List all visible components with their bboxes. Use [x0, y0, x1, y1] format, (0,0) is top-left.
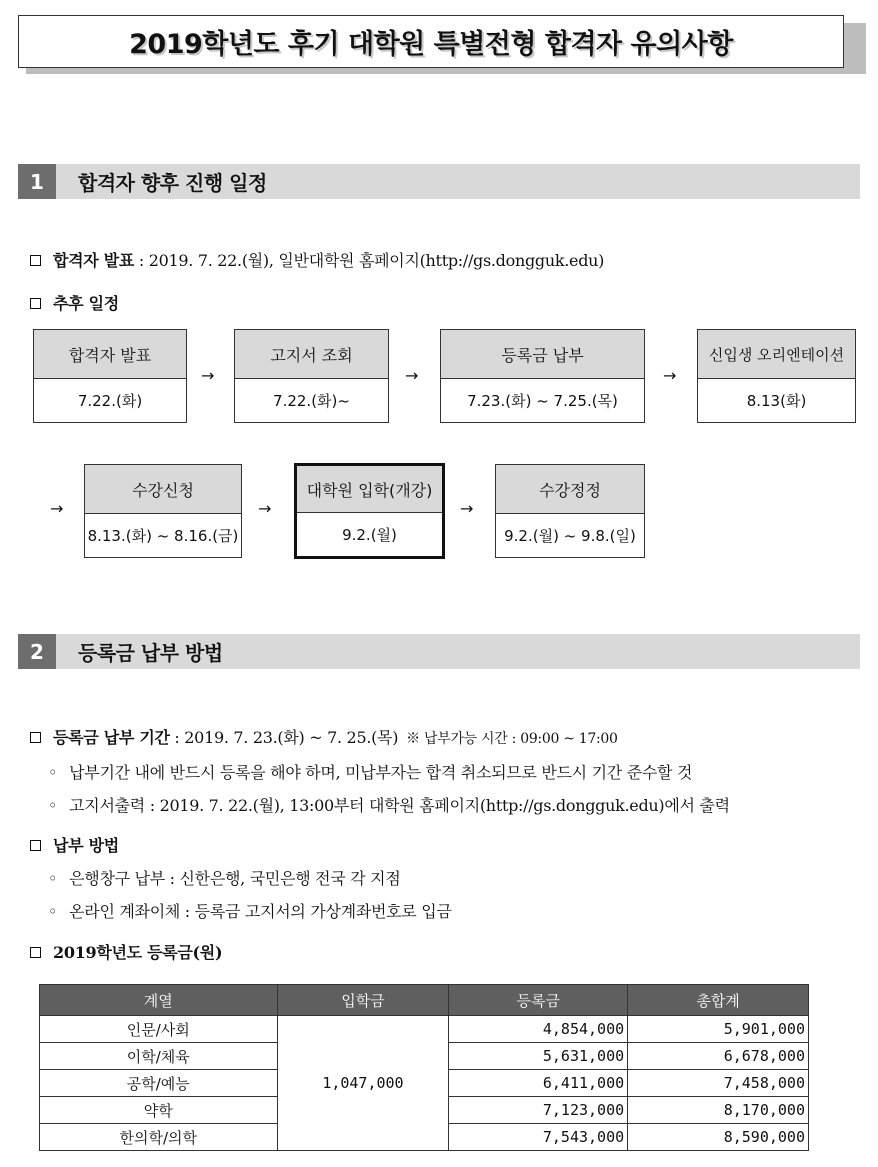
flow-step-2	[234, 329, 389, 423]
announce-label: 합격자 발표	[53, 251, 135, 270]
total-cell: 5,901,000	[628, 1016, 809, 1043]
flow-step-head: 신입생 오리엔테이션	[698, 330, 855, 379]
flow-step-5	[84, 464, 242, 558]
flow-step-value: 9.2.(월)	[342, 525, 397, 544]
flow-step-head: 대학원 입학(개강)	[297, 466, 442, 513]
section-1-title: 합격자 향후 진행 일정	[78, 171, 267, 195]
section-2-title: 등록금 납부 방법	[78, 641, 223, 665]
method-label: 납부 방법	[53, 836, 119, 855]
flow-step-7	[495, 464, 645, 558]
column-header: 총합계	[628, 985, 809, 1016]
checkbox-bullet-icon	[30, 840, 41, 851]
field-cell: 이학/체육	[40, 1043, 278, 1070]
checkbox-bullet-icon	[30, 947, 41, 958]
bullet-dot-icon: ◦	[48, 902, 58, 921]
page-title: 2019학년도 후기 대학원 특별전형 합격자 유의사항	[129, 29, 733, 60]
flow-step-head: 합격자 발표	[34, 330, 186, 379]
field-cell: 약학	[40, 1097, 278, 1124]
bullet-dot-icon: ◦	[48, 869, 58, 888]
arrow-right-icon: →	[201, 366, 215, 385]
column-header: 계열	[40, 985, 278, 1016]
checkbox-bullet-icon	[30, 732, 41, 743]
method-item: ◦ 은행창구 납부 : 신한은행, 국민은행 전국 각 지점	[48, 869, 401, 888]
tuition-cell: 7,123,000	[449, 1097, 628, 1124]
total-cell: 8,170,000	[628, 1097, 809, 1124]
schedule-label: 추후 일정	[53, 294, 119, 313]
period-item: ◦ 고지서출력 : 2019. 7. 22.(월), 13:00부터 대학원 홈페이지(http://gs.dongguk.edu)에서 출력	[48, 796, 730, 815]
flow-step-head: 등록금 납부	[441, 330, 644, 379]
title-box	[18, 15, 844, 68]
period-note: ※ 납부가능 시간 : 09:00 ~ 17:00	[406, 731, 618, 747]
period-text: : 2019. 7. 23.(화) ~ 7. 25.(목)	[169, 728, 399, 747]
schedule-line	[30, 291, 119, 314]
arrow-right-icon: →	[405, 366, 419, 385]
flow-step-value: 9.2.(월) ~ 9.8.(일)	[504, 526, 636, 545]
flow-step-value: 7.22.(화)	[77, 391, 143, 410]
period-line	[30, 725, 618, 748]
column-header: 등록금	[449, 985, 628, 1016]
section-1-number: 1	[18, 164, 56, 199]
total-cell: 6,678,000	[628, 1043, 809, 1070]
total-cell: 8,590,000	[628, 1124, 809, 1151]
arrow-right-icon: →	[258, 499, 272, 518]
tuition-cell: 7,543,000	[449, 1124, 628, 1151]
tuition-cell: 6,411,000	[449, 1070, 628, 1097]
section-1-header	[18, 164, 860, 199]
section-2-number: 2	[18, 634, 56, 669]
table-row	[40, 1016, 809, 1043]
method-item: ◦ 온라인 계좌이체 : 등록금 고지서의 가상계좌번호로 입금	[48, 902, 452, 921]
table-header-row	[40, 985, 809, 1016]
fee-label: 2019학년도 등록금(원)	[53, 943, 223, 962]
checkbox-bullet-icon	[30, 298, 41, 309]
flow-step-head: 고지서 조회	[235, 330, 388, 379]
bullet-dot-icon: ◦	[48, 763, 58, 782]
flow-step-head: 수강신청	[85, 465, 241, 514]
field-cell: 인문/사회	[40, 1016, 278, 1043]
checkbox-bullet-icon	[30, 255, 41, 266]
tuition-cell: 4,854,000	[449, 1016, 628, 1043]
flow-step-head: 수강정정	[496, 465, 644, 514]
period-label: 등록금 납부 기간	[53, 728, 170, 747]
flow-step-4	[697, 329, 856, 423]
bullet-dot-icon: ◦	[48, 796, 58, 815]
period-item: ◦ 납부기간 내에 반드시 등록을 해야 하며, 미납부자는 합격 취소되므로 반드시 기간 준수할 것	[48, 763, 693, 782]
method-line	[30, 833, 119, 856]
column-header: 입학금	[277, 985, 449, 1016]
announce-text: : 2019. 7. 22.(월), 일반대학원 홈페이지(http://gs.dongguk.edu)	[134, 251, 605, 270]
announce-line	[30, 248, 604, 271]
arrow-right-icon: →	[460, 499, 474, 518]
tuition-cell: 5,631,000	[449, 1043, 628, 1070]
flow-step-value: 8.13(화)	[746, 391, 807, 410]
admission-fee-cell: 1,047,000	[277, 1016, 449, 1151]
arrow-right-icon: →	[50, 499, 64, 518]
flow-step-1	[33, 329, 187, 423]
flow-step-value: 7.23.(화) ~ 7.25.(목)	[467, 391, 618, 410]
total-cell: 7,458,000	[628, 1070, 809, 1097]
flow-step-6	[294, 463, 445, 559]
fee-table	[39, 984, 809, 1151]
fee-line	[30, 940, 222, 963]
field-cell: 공학/예능	[40, 1070, 278, 1097]
flow-step-value: 8.13.(화) ~ 8.16.(금)	[87, 526, 239, 545]
flow-step-3	[440, 329, 645, 423]
arrow-right-icon: →	[663, 366, 677, 385]
section-2-header	[18, 634, 860, 669]
field-cell: 한의학/의학	[40, 1124, 278, 1151]
flow-step-value: 7.22.(화)~	[273, 391, 350, 410]
